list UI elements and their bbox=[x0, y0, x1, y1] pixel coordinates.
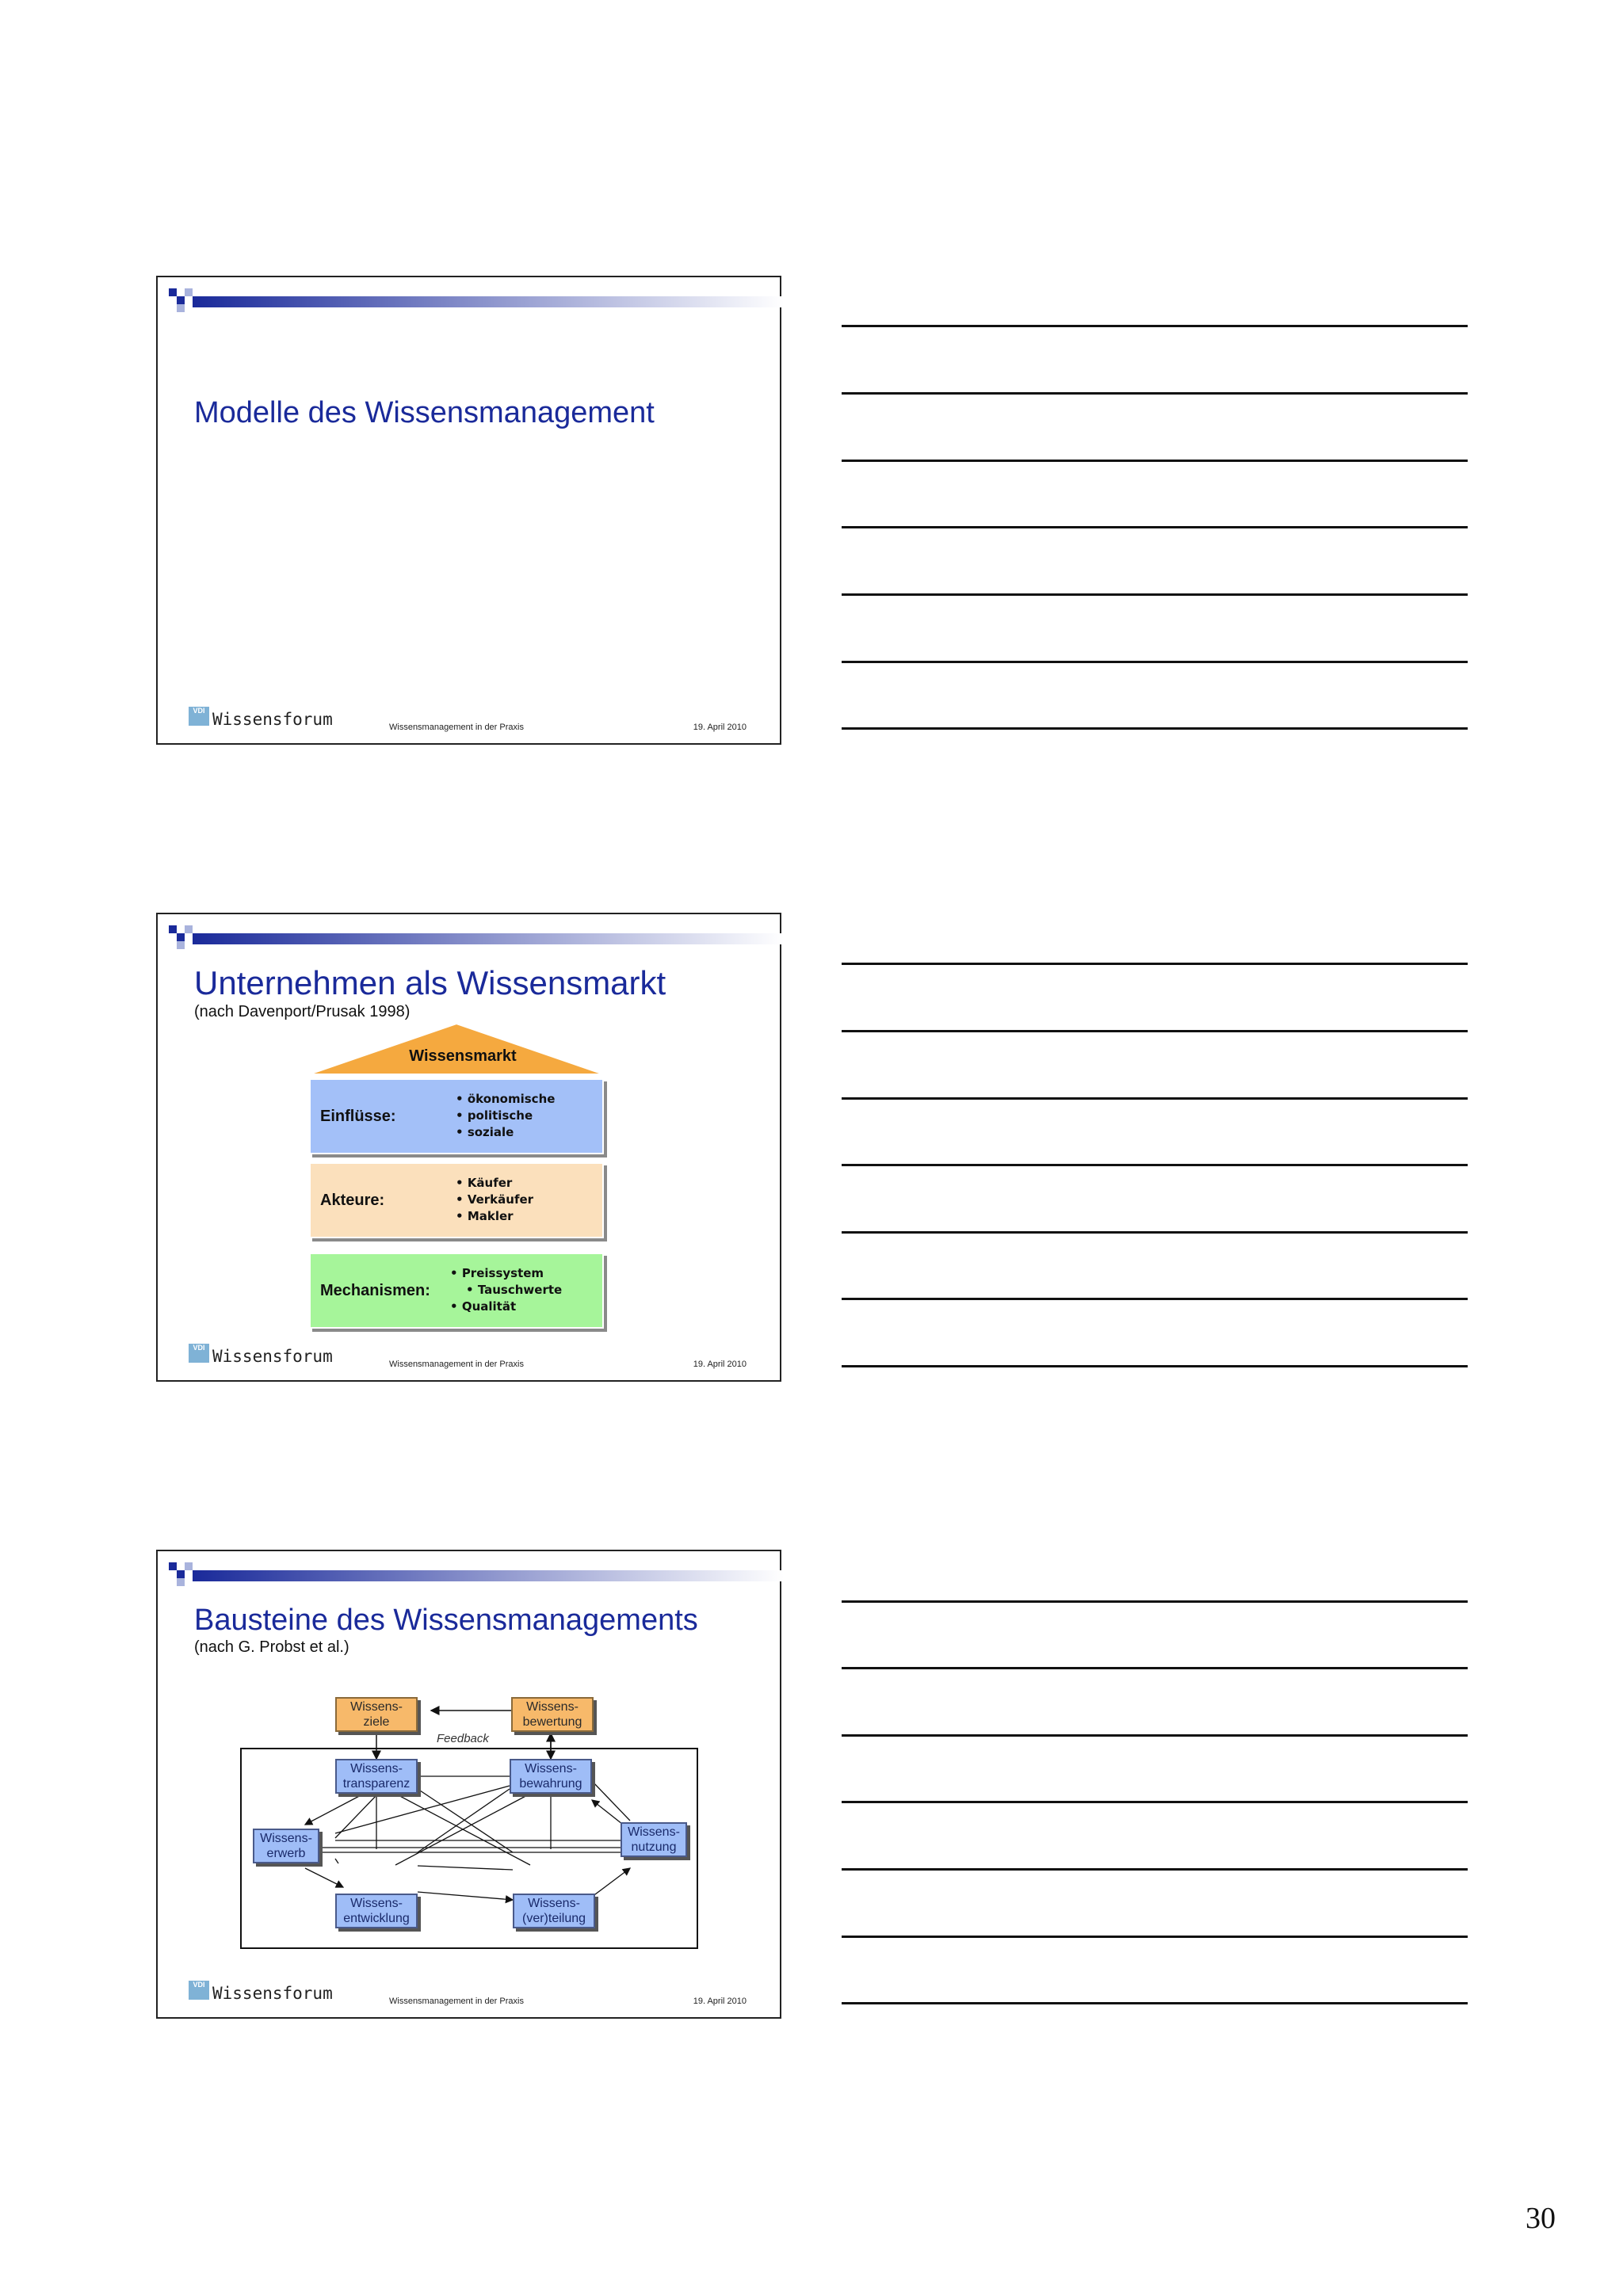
roof-label: Wissensmarkt bbox=[409, 1047, 517, 1065]
band-list bbox=[450, 1265, 562, 1315]
footer-brand: Wissensforum bbox=[212, 710, 333, 729]
note-line bbox=[842, 593, 1468, 596]
note-line bbox=[842, 727, 1468, 730]
band-label: Akteure: bbox=[320, 1191, 385, 1209]
box-line: nutzung bbox=[631, 1840, 677, 1854]
box-line: (ver)teilung bbox=[521, 1912, 586, 1925]
slide-subtitle: (nach G. Probst et al.) bbox=[194, 1638, 349, 1656]
box-wissensentwicklung bbox=[335, 1894, 418, 1928]
list-item: • Preissystem bbox=[450, 1265, 562, 1282]
footer-brand: Wissensforum bbox=[212, 1984, 333, 2003]
band-akteure bbox=[309, 1162, 604, 1238]
slide-3 bbox=[156, 1550, 781, 2019]
footer-center-text: Wissensmanagement in der Praxis bbox=[389, 1360, 524, 1369]
box-line: Wissens- bbox=[350, 1762, 403, 1775]
footer-brand: Wissensforum bbox=[212, 1347, 333, 1366]
footer-date: 19. April 2010 bbox=[693, 1360, 747, 1369]
list-item: • ökonomische bbox=[456, 1091, 555, 1108]
vdi-logo: VDI bbox=[189, 1981, 209, 2000]
note-line bbox=[842, 963, 1468, 965]
note-line bbox=[842, 661, 1468, 663]
note-line bbox=[842, 1801, 1468, 1803]
footer-date: 19. April 2010 bbox=[693, 1997, 747, 2006]
box-line: Wissens- bbox=[528, 1897, 580, 1910]
slide-title: Bausteine des Wissensmanagements bbox=[194, 1604, 698, 1637]
slide-subtitle: (nach Davenport/Prusak 1998) bbox=[194, 1003, 411, 1020]
note-line bbox=[842, 526, 1468, 528]
box-line: Wissens- bbox=[350, 1700, 403, 1714]
slide-header-decoration bbox=[158, 277, 783, 315]
note-line bbox=[842, 460, 1468, 462]
box-line: entwicklung bbox=[343, 1912, 410, 1925]
footer-date: 19. April 2010 bbox=[693, 723, 747, 732]
slide-1 bbox=[156, 276, 781, 745]
slide-2 bbox=[156, 913, 781, 1382]
list-item: • Verkäufer bbox=[456, 1192, 533, 1208]
box-line: Wissens- bbox=[526, 1700, 579, 1714]
footer-center-text: Wissensmanagement in der Praxis bbox=[389, 1997, 524, 2006]
box-line: bewahrung bbox=[519, 1777, 582, 1791]
note-line bbox=[842, 392, 1468, 395]
vdi-logo: VDI bbox=[189, 1344, 209, 1363]
note-line bbox=[842, 1734, 1468, 1737]
box-wissenserwerb bbox=[253, 1829, 319, 1863]
box-line: ziele bbox=[363, 1715, 390, 1729]
footer-center-text: Wissensmanagement in der Praxis bbox=[389, 723, 524, 732]
note-line bbox=[842, 1868, 1468, 1871]
band-mechanismen bbox=[309, 1253, 604, 1329]
box-wissensverteilung bbox=[513, 1894, 595, 1928]
footer-logo bbox=[189, 1344, 333, 1369]
box-line: bewertung bbox=[522, 1715, 582, 1729]
box-wissensziele bbox=[335, 1697, 418, 1732]
band-einfluesse bbox=[309, 1078, 604, 1154]
box-wissensnutzung bbox=[621, 1822, 687, 1857]
note-line bbox=[842, 1097, 1468, 1100]
note-line bbox=[842, 1667, 1468, 1669]
footer-logo bbox=[189, 707, 333, 732]
vdi-logo: VDI bbox=[189, 707, 209, 726]
note-line bbox=[842, 1600, 1468, 1603]
note-line bbox=[842, 1231, 1468, 1234]
slide-title: Modelle des Wissensmanagement bbox=[194, 396, 655, 429]
note-line bbox=[842, 1298, 1468, 1300]
list-item: • politische bbox=[456, 1108, 555, 1124]
page-number: 30 bbox=[1526, 2202, 1556, 2235]
list-item: • Käufer bbox=[456, 1175, 533, 1192]
band-label: Einflüsse: bbox=[320, 1107, 396, 1125]
list-item: • Makler bbox=[456, 1208, 533, 1225]
note-line bbox=[842, 1164, 1468, 1166]
footer-logo bbox=[189, 1981, 333, 2006]
note-line bbox=[842, 1365, 1468, 1367]
note-line bbox=[842, 1936, 1468, 1938]
band-list bbox=[456, 1091, 555, 1141]
slide-title: Unternehmen als Wissensmarkt bbox=[194, 964, 666, 1001]
box-line: Wissens- bbox=[260, 1832, 312, 1845]
note-line bbox=[842, 2002, 1468, 2004]
box-line: transparenz bbox=[342, 1777, 411, 1791]
note-line bbox=[842, 1030, 1468, 1032]
box-line: Wissens- bbox=[350, 1897, 403, 1910]
note-line bbox=[842, 325, 1468, 327]
box-line: Wissens- bbox=[628, 1825, 680, 1839]
building-blocks-connectors bbox=[158, 1551, 783, 2020]
box-wissenstransparenz bbox=[335, 1759, 418, 1794]
band-list bbox=[456, 1175, 533, 1225]
band-label: Mechanismen: bbox=[320, 1281, 430, 1299]
box-wissensbewahrung bbox=[510, 1759, 592, 1794]
box-line: Wissens- bbox=[525, 1762, 577, 1775]
list-item: • soziale bbox=[456, 1124, 555, 1141]
feedback-label: Feedback bbox=[437, 1732, 489, 1745]
list-item: • Tauschwerte bbox=[450, 1282, 562, 1299]
list-item: • Qualität bbox=[450, 1299, 562, 1315]
box-wissensbewertung bbox=[511, 1697, 594, 1732]
box-line: erwerb bbox=[266, 1847, 306, 1860]
